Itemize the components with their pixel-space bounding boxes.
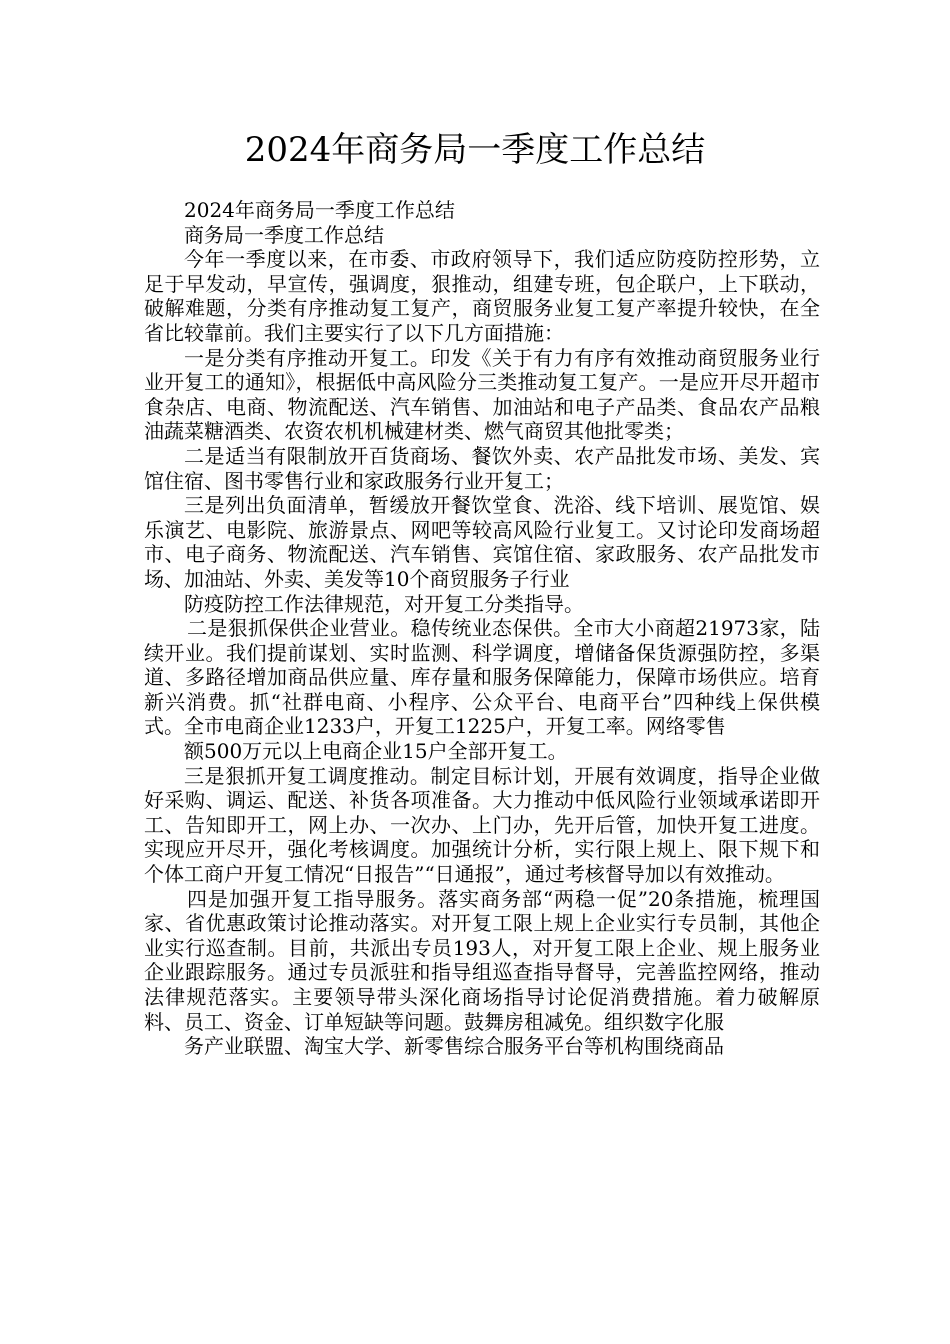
paragraph-heading-repeat: 2024年商务局一季度工作总结	[184, 198, 455, 222]
document-title: 2024年商务局一季度工作总结	[244, 130, 706, 170]
paragraph-measure-3: 三是狠抓开复工调度推动。制定目标计划，开展有效调度，指导企业做好采购、调运、配送、补货各项准备。大力推动中低风险行业领域承诺即开工、告知即开工，网上办、一次办、上门办，先开后管，加快开复工进度。实现应开尽开，强化考核调度。加强统计分析，实行限上规上、限下规下和个体工商户开复工情况“日报告”“日通报”，通过考核督导加以有效推动。	[144, 763, 820, 887]
paragraph-measure-1: 一是分类有序推动开复工。印发《关于有力有序有效推动商贸服务业行业开复工的通知》，根据低中高风险分三类推动复工复产。一是应开尽开超市食杂店、电商、物流配送、汽车销售、加油站和电子产品类、食品农产品粮油蔬菜糖酒类、农资农机机械建材类、燃气商贸其他批零类；	[144, 345, 820, 444]
paragraph-measure-1-part-3: 三是列出负面清单，暂缓放开餐饮堂食、洗浴、线下培训、展览馆、娱乐演艺、电影院、旅游景点、网吧等较高风险行业复工。又讨论印发商场超市、电子商务、物流配送、汽车销售、宾馆住宿、家政服务、农产品批发市场、加油站、外卖、美发等10个商贸服务子行业	[144, 493, 820, 591]
paragraph-measure-1-part-2: 二是适当有限制放开百货商场、餐饮外卖、农产品批发市场、美发、宾馆住宿、图书零售行业和家政服务行业开复工；	[144, 443, 820, 493]
paragraph-intro: 今年一季度以来，在市委、市政府领导下，我们适应防疫防控形势，立足于早发动，早宣传，强调度，狠推动，组建专班，包企联户，上下联动，破解难题，分类有序推动复工复产，商贸服务业复工复产率提升较快，在全省比较靠前。我们主要实行了以下几方面措施：	[144, 247, 820, 345]
paragraph-subtitle: 商务局一季度工作总结	[184, 222, 384, 247]
paragraph-measure-1-continued: 防疫防控工作法律规范，对开复工分类指导。	[184, 591, 584, 616]
paragraph-measure-2: 二是狠抓保供企业营业。稳传统业态保供。全市大小商超21973家，陆续开业。我们提前谋划、实时监测、科学调度，增储备保货源强防控，多渠道、多路径增加商品供应量、库存量和服务保障能力，保障市场供应。培育新兴消费。抓“社群电商、小程序、公众平台、电商平台”四种线上保供模式。全市电商企业1233户，开复工1225户，开复工率。网络零售	[144, 616, 820, 739]
paragraph-measure-4-continued: 务产业联盟、淘宝大学、新零售综合服务平台等机构围绕商品	[184, 1034, 724, 1059]
document-body	[144, 198, 820, 1059]
paragraph-measure-2-continued: 额500万元以上电商企业15户全部开复工。	[184, 739, 568, 764]
paragraph-measure-4: 四是加强开复工指导服务。落实商务部“两稳一促”20条措施，梳理国家、省优惠政策讨论推动落实。对开复工限上规上企业实行专员制，其他企业实行巡查制。目前，共派出专员193人，对开复工限上企业、规上服务业企业跟踪服务。通过专员派驻和指导组巡查指导督导，完善监控网络，推动法律规范落实。主要领导带头深化商场指导讨论促消费措施。着力破解原料、员工、资金、订单短缺等问题。鼓舞房租减免。组织数字化服	[144, 886, 820, 1034]
